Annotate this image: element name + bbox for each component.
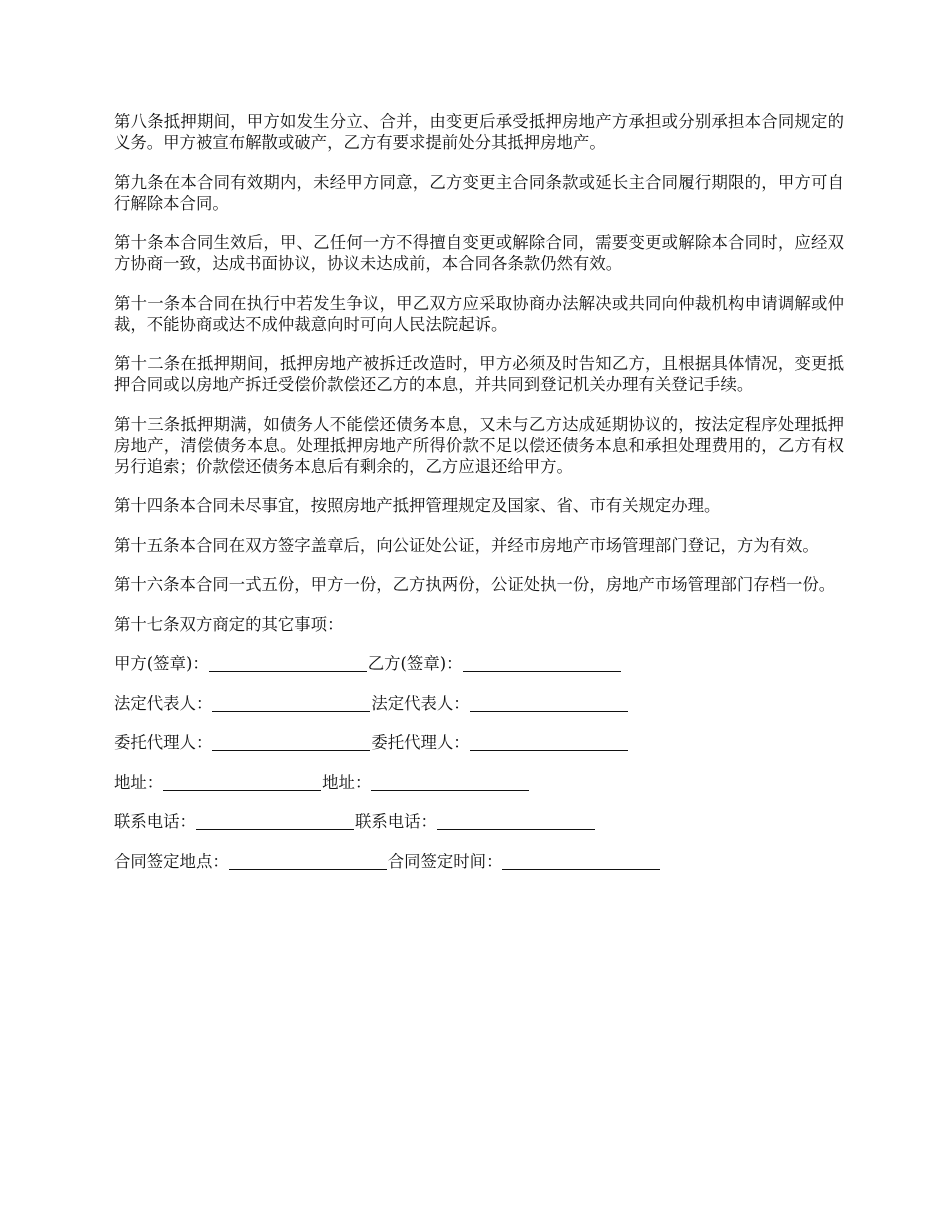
address-b-label: 地址： <box>322 772 372 792</box>
phone-line <box>114 811 844 832</box>
party-b-sign-label: 乙方(签章)： <box>367 654 463 673</box>
signature-line <box>114 653 844 674</box>
address-a-label: 地址： <box>114 772 164 792</box>
article-16: 第十六条本合同一式五份，甲方一份，乙方执两份，公证处执一份，房地产市场管理部门存档一份。 <box>114 575 836 594</box>
party-a-sign-label: 甲方(签章)： <box>114 654 209 673</box>
legal-rep-a-label: 法定代表人： <box>114 693 213 713</box>
article-15: 第十五条本合同在双方签字盖章后，向公证处公证，并经市房地产市场管理部门登记，方为有效。 <box>114 535 819 555</box>
phone-b-blank <box>437 828 595 830</box>
agent-b-label: 委托代理人： <box>371 733 470 752</box>
party-a-sign-blank <box>209 670 367 672</box>
contract-body <box>114 111 844 890</box>
legal-rep-a-blank <box>212 710 370 712</box>
address-b-blank <box>371 789 529 791</box>
agent-line <box>114 732 844 753</box>
sign-place-blank <box>229 868 387 870</box>
article-9: 第九条在本合同有效期内，未经甲方同意，乙方变更主合同条款或延长主合同履行期限的，甲方可自行解除本合同。 <box>114 172 844 213</box>
article-11: 第十一条本合同在执行中若发生争议，甲乙双方应采取协商办法解决或共同向仲裁机构申请调解或仲裁，不能协商或达不成仲裁意向时可向人民法院起诉。 <box>114 293 844 334</box>
sign-place-label: 合同签定地点： <box>114 851 229 871</box>
agent-a-blank <box>212 749 370 751</box>
phone-a-blank <box>196 828 354 830</box>
article-17: 第十七条双方商定的其它事项： <box>114 614 344 634</box>
address-a-blank <box>163 789 321 791</box>
sign-place-time-line <box>114 851 844 872</box>
article-10: 第十条本合同生效后，甲、乙任何一方不得擅自变更或解除合同，需要变更或解除本合同时，应经双方协商一致，达成书面协议，协议未达成前，本合同各条款仍然有效。 <box>114 233 844 273</box>
address-line <box>114 772 844 793</box>
legal-rep-b-blank <box>470 710 628 712</box>
phone-a-label: 联系电话： <box>114 812 196 831</box>
article-13: 第十三条抵押期满，如债务人不能偿还债务本息，又未与乙方达成延期协议的，按法定程序处理抵押房地产，清偿债务本息。处理抵押房地产所得价款不足以偿还债务本息和承担处理费用的，乙方有权另行追索；价款偿还债务本息后有剩余的，乙方应退还给甲方。 <box>114 414 844 476</box>
article-8: 第八条抵押期间，甲方如发生分立、合并，由变更后承受抵押房地产方承担或分别承担本合同规定的义务。甲方被宣布解散或破产，乙方有要求提前处分其抵押房地产。 <box>114 112 844 152</box>
agent-b-blank <box>470 749 628 751</box>
legal-representative-line <box>114 693 844 714</box>
legal-rep-b-label: 法定代表人： <box>371 693 470 713</box>
phone-b-label: 联系电话： <box>354 812 437 831</box>
party-b-sign-blank <box>463 670 621 672</box>
agent-a-label: 委托代理人： <box>114 733 213 752</box>
sign-time-label: 合同签定时间： <box>387 851 503 871</box>
sign-time-blank <box>502 868 660 870</box>
article-14: 第十四条本合同未尽事宜，按照房地产抵押管理规定及国家、省、市有关规定办理。 <box>114 496 721 515</box>
article-12: 第十二条在抵押期间，抵押房地产被拆迁改造时，甲方必须及时告知乙方，且根据具体情况，变更抵押合同或以房地产拆迁受偿价款偿还乙方的本息，并共同到登记机关办理有关登记手续。 <box>114 354 844 394</box>
